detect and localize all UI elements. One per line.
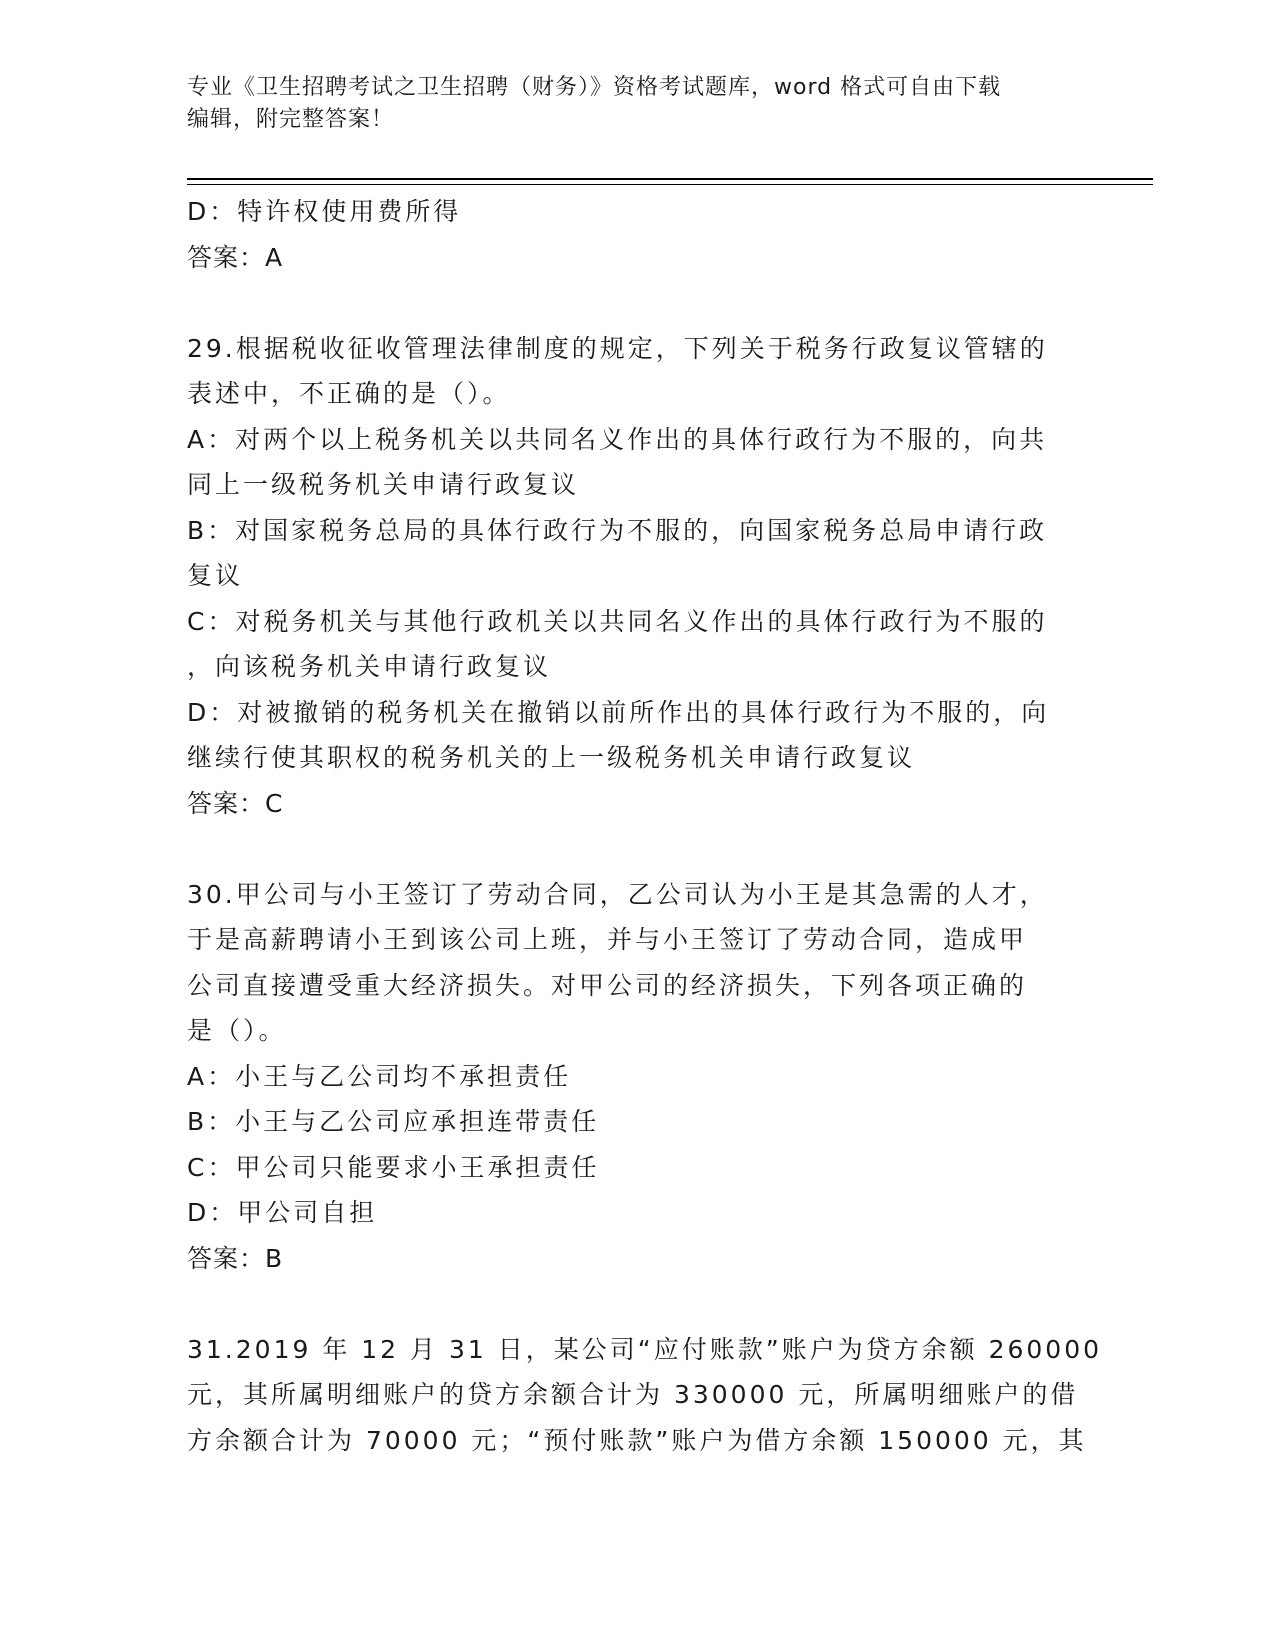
q29-answer: 答案：C	[187, 788, 284, 818]
q29-option-b-line-1: B：对国家税务总局的具体行政行为不服的，向国家税务总局申请行政	[187, 515, 1048, 545]
document-body	[187, 189, 1103, 1463]
q29-stem-line-1: 29.根据税收征收管理法律制度的规定，下列关于税务行政复议管辖的	[187, 333, 1048, 363]
q30-stem-line-1: 30.甲公司与小王签订了劳动合同，乙公司认为小王是其急需的人才，	[187, 879, 1048, 909]
q30-stem-line-2: 于是高薪聘请小王到该公司上班，并与小王签订了劳动合同，造成甲	[187, 925, 1028, 954]
q30-option-c: C：甲公司只能要求小王承担责任	[187, 1152, 600, 1182]
q29-option-d-line-2: 继续行使其职权的税务机关的上一级税务机关申请行政复议	[187, 743, 916, 772]
q30-answer: 答案：B	[187, 1243, 284, 1273]
header-divider-thick	[187, 178, 1153, 180]
header-divider-thin	[187, 184, 1153, 185]
q31-stem-line-1: 31.2019 年 12 月 31 日，某公司“应付账款”账户为贷方余额 260000	[187, 1334, 1103, 1364]
q31-stem-line-3: 方余额合计为 70000 元；“预付账款”账户为借方余额 150000 元，其	[187, 1425, 1087, 1455]
page-header	[187, 72, 1067, 136]
q31-stem-line-2: 元，其所属明细账户的贷方余额合计为 330000 元，所属明细账户的借	[187, 1380, 1079, 1409]
q30-stem-line-3: 公司直接遭受重大经济损失。对甲公司的经济损失，下列各项正确的	[187, 970, 1028, 1000]
q30-stem-line-4: 是（）。	[187, 1016, 287, 1045]
q29-option-b-line-2: 复议	[187, 561, 244, 590]
q29-option-d-line-1: D：对被撤销的税务机关在撤销以前所作出的具体行政行为不服的，向	[187, 697, 1050, 727]
q30-option-d: D：甲公司自担	[187, 1198, 378, 1227]
spacer	[187, 826, 1077, 872]
spacer	[187, 280, 1077, 326]
q29-stem-line-2: 表述中，不正确的是（）。	[187, 379, 511, 408]
spacer	[187, 1281, 1077, 1327]
q28-answer: 答案：A	[187, 242, 284, 272]
q29-option-a-line-1: A：对两个以上税务机关以共同名义作出的具体行政行为不服的，向共	[187, 424, 1048, 454]
q30-option-b: B：小王与乙公司应承担连带责任	[187, 1107, 600, 1136]
q28-option-d: D：特许权使用费所得	[187, 197, 462, 226]
q29-option-a-line-2: 同上一级税务机关申请行政复议	[187, 470, 580, 499]
q30-option-a: A：小王与乙公司均不承担责任	[187, 1061, 572, 1091]
q29-option-c-line-1: C：对税务机关与其他行政机关以共同名义作出的具体行政行为不服的	[187, 606, 1048, 636]
header-line-2: 编辑，附完整答案！	[187, 107, 395, 132]
header-line-1: 专业《卫生招聘考试之卫生招聘（财务）》资格考试题库，word 格式可自由下载	[187, 75, 1002, 100]
q29-option-c-line-2: ，向该税务机关申请行政复议	[187, 652, 552, 681]
